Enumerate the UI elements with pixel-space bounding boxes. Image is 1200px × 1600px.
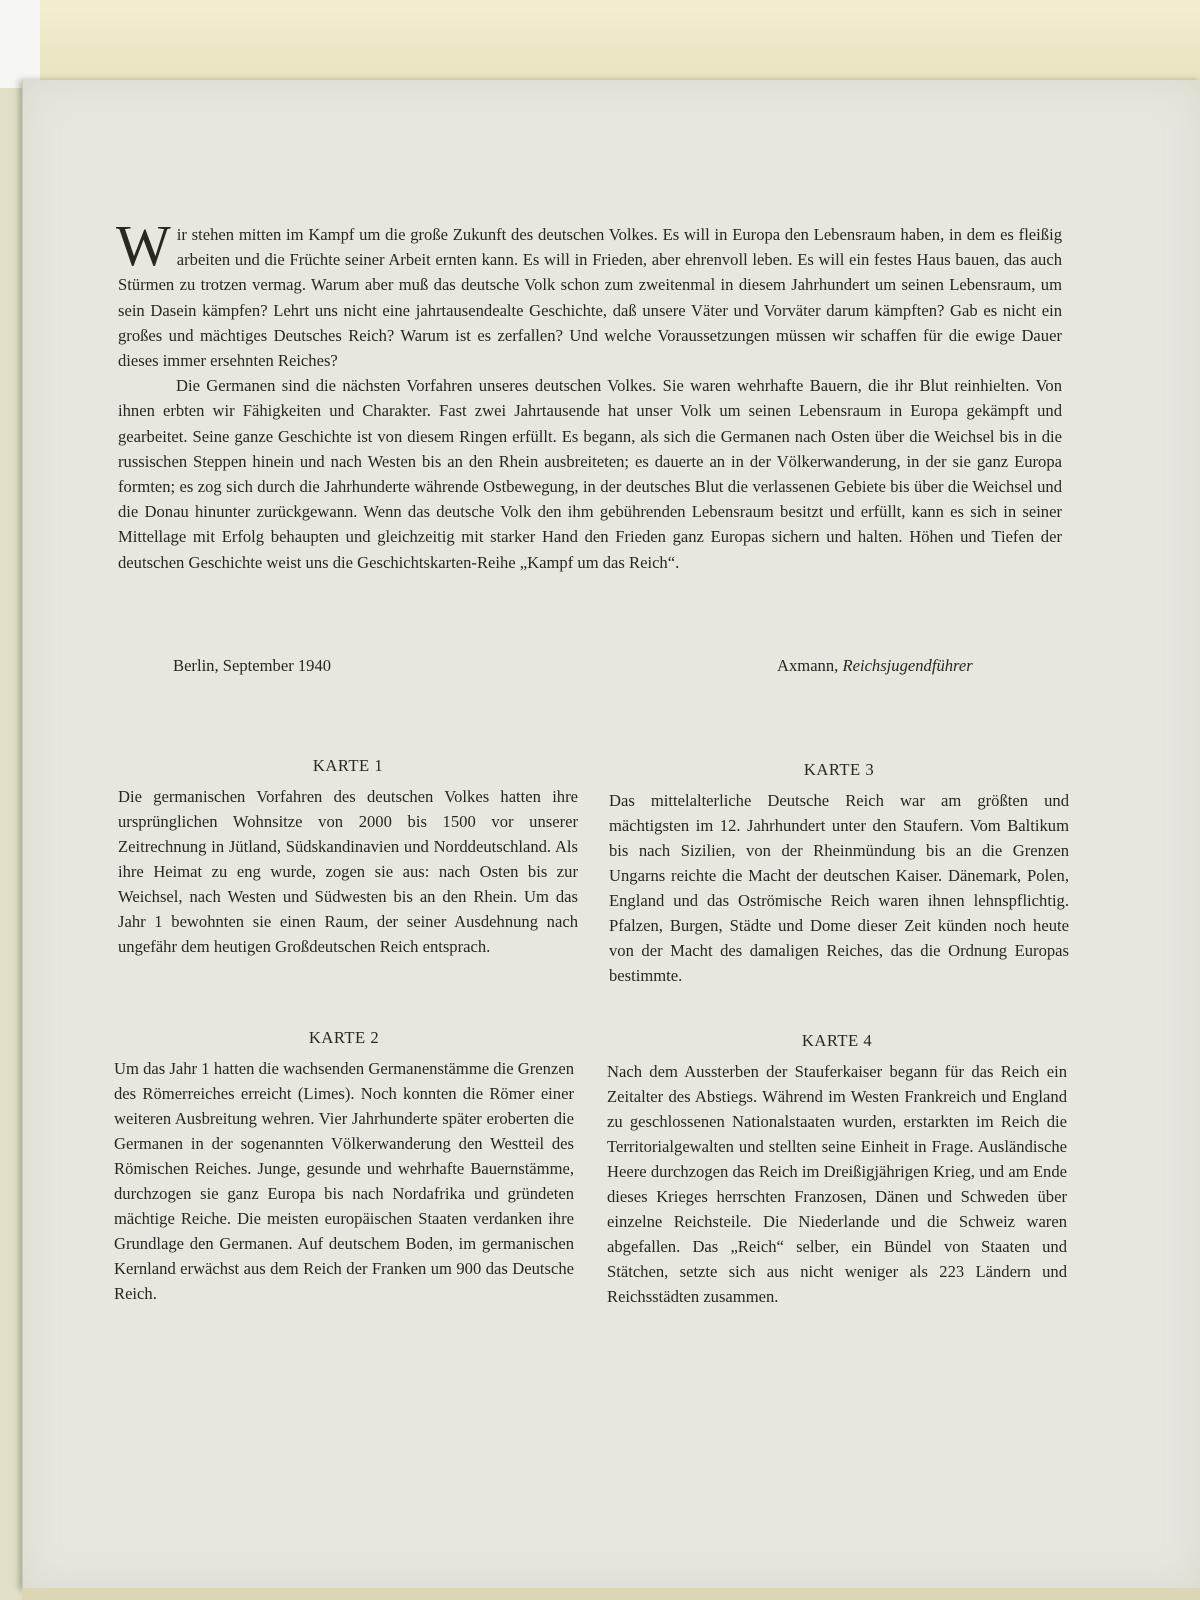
karte-1-heading: KARTE 1 <box>312 756 384 775</box>
intro-paragraph-1 <box>116 213 1062 373</box>
signature-place-date: Berlin, September 1940 <box>173 656 332 675</box>
intro-text <box>116 213 1062 575</box>
drop-cap: W <box>116 213 171 278</box>
karte-4-section <box>607 1031 1067 1309</box>
intro-paragraph-2: Die Germanen sind die nächsten Vorfahren unseres deutschen Volkes. Sie waren wehrhafte Bauern, die ihr Blut reinhielten. Von ihnen erbten wir Fähigkeiten und Charakter. Fast zwei Jahrtausende hat unser Volk um seinen Lebensraum in Europa gekämpft und gearbeitet. Seine ganze Geschichte ist von diesem Ringen erfüllt. Es begann, als sich die Germanen nach Osten über die Weichsel bis in die russischen Steppen hinein und nach Westen bis an den Rhein ausbreiteten; es dauerte an in der Völkerwanderung, in der sie ganz Europa formten; es zog sich durch die Jahrhunderte währende Ostbewegung, in der deutsches Blut die verlassenen Gebiete bis über die Weichsel und die Donau hinunter zurückgewann. Wenn das deutsche Volk den ihm gebührenden Lebensraum besitzt und erfüllt, kann es sich in seiner Mittellage mit Erfolg behaupten und gleichzeitig mit starker Hand den Frieden ganz Europas sichern und halten. Höhen und Tiefen der deutschen Geschichte weist uns die Geschichtskarten-Reihe „Kampf um das Reich“. <box>118 376 1062 572</box>
signature-title: Reichsjugendführer <box>842 656 973 675</box>
karte-4-text: Nach dem Aussterben der Stauferkaiser begann für das Reich ein Zeitalter des Abstiegs. Während im Westen Frankreich und England zu geschlossenen Nationalstaaten wurden, erstarkten im Reich die Territorialgewalten und stellten seine Einheit in Frage. Ausländische Heere durchzogen das Reich im Dreißigjährigen Krieg, und am Ende dieses Krieges herrschten Franzosen, Dänen und Schweden über einzelne Reichsteile. Die Niederlande und die Schweiz waren abgefallen. Das „Reich“ selber, ein Bündel von Staaten und Stätchen, setzte sich aus nicht weniger als 223 Ländern und Reichsstädten zusammen. <box>607 1062 1067 1306</box>
karte-1-text: Die germanischen Vorfahren des deutschen Volkes hatten ihre ursprünglichen Wohnsitze von 2000 bis 1500 vor unserer Zeitrechnung in Jütland, Südskandinavien und Norddeutschland. Als ihre Heimat zu eng wurde, zogen sie aus: nach Osten bis zur Weichsel, nach Westen und Südwesten bis an den Rhein. Um das Jahr 1 bewohnten sie einen Raum, der seiner Ausdehnung nach ungefähr dem heutigen Großdeutschen Reich entsprach. <box>118 787 578 956</box>
karte-2-section <box>114 1028 574 1306</box>
page-bottom-edge <box>22 1588 1200 1600</box>
signature-name: Axmann, <box>777 656 839 675</box>
karte-1-section <box>118 756 578 959</box>
signature-author <box>777 656 973 676</box>
karte-3-text: Das mittelalterliche Deutsche Reich war am größten und mächtigsten im 12. Jahrhundert unter den Staufern. Vom Baltikum bis nach Sizilien, von der Rheinmündung bis an die Grenzen Ungarns reichte die Macht der deutschen Kaiser. Dänemark, Polen, England und das Oströmische Reich waren ihnen lehnspflichtig. Pfalzen, Burgen, Städte und Dome dieser Zeit künden noch heute von der Macht des damaligen Reiches, das die Ordnung Europas bestimmte. <box>609 791 1069 985</box>
folder-cover <box>40 0 1200 90</box>
intro-paragraph-1-text: ir stehen mitten im Kampf um die große Zukunft des deutschen Volkes. Es will in Europa den Lebensraum haben, in dem es fleißig arbeiten und die Früchte seiner Arbeit ernten kann. Es will in Frieden, aber ehrenvoll leben. Es will ein festes Haus bauen, das auch Stürmen zu trotzen vermag. Warum aber muß das deutsche Volk schon zum zweitenmal in diesem Jahrhundert um seinen Lebensraum, um sein Dasein kämpfen? Lehrt uns nicht eine jahrtausendealte Geschichte, daß unsere Väter und Vorväter darum kämpften? Gab es nicht ein großes und mächtiges Deutsches Reich? Warum ist es zerfallen? Und welche Voraussetzungen müssen wir schaffen für die ewige Dauer dieses immer ersehnten Reiches? <box>118 225 1062 371</box>
karte-3-heading: KARTE 3 <box>803 760 875 779</box>
karte-2-text: Um das Jahr 1 hatten die wachsenden Germanenstämme die Grenzen des Römerreiches erreicht (Limes). Noch konnten die Römer einer weiteren Ausbreitung wehren. Vier Jahrhunderte später eroberten die Germanen in der sogenannten Völkerwanderung den Westteil des Römischen Reiches. Junge, gesunde und wehrhafte Bauernstämme, durchzogen sie ganz Europa bis nach Nordafrika und gründeten mächtige Reiche. Die meisten europäischen Staaten verdanken ihre Grundlage den Germanen. Auf deutschem Boden, im germanischen Kernland erwächst aus dem Reich der Franken um 900 das Deutsche Reich. <box>114 1059 574 1303</box>
karte-3-section <box>609 760 1069 988</box>
karte-2-heading: KARTE 2 <box>308 1028 380 1047</box>
karte-4-heading: KARTE 4 <box>801 1031 873 1050</box>
